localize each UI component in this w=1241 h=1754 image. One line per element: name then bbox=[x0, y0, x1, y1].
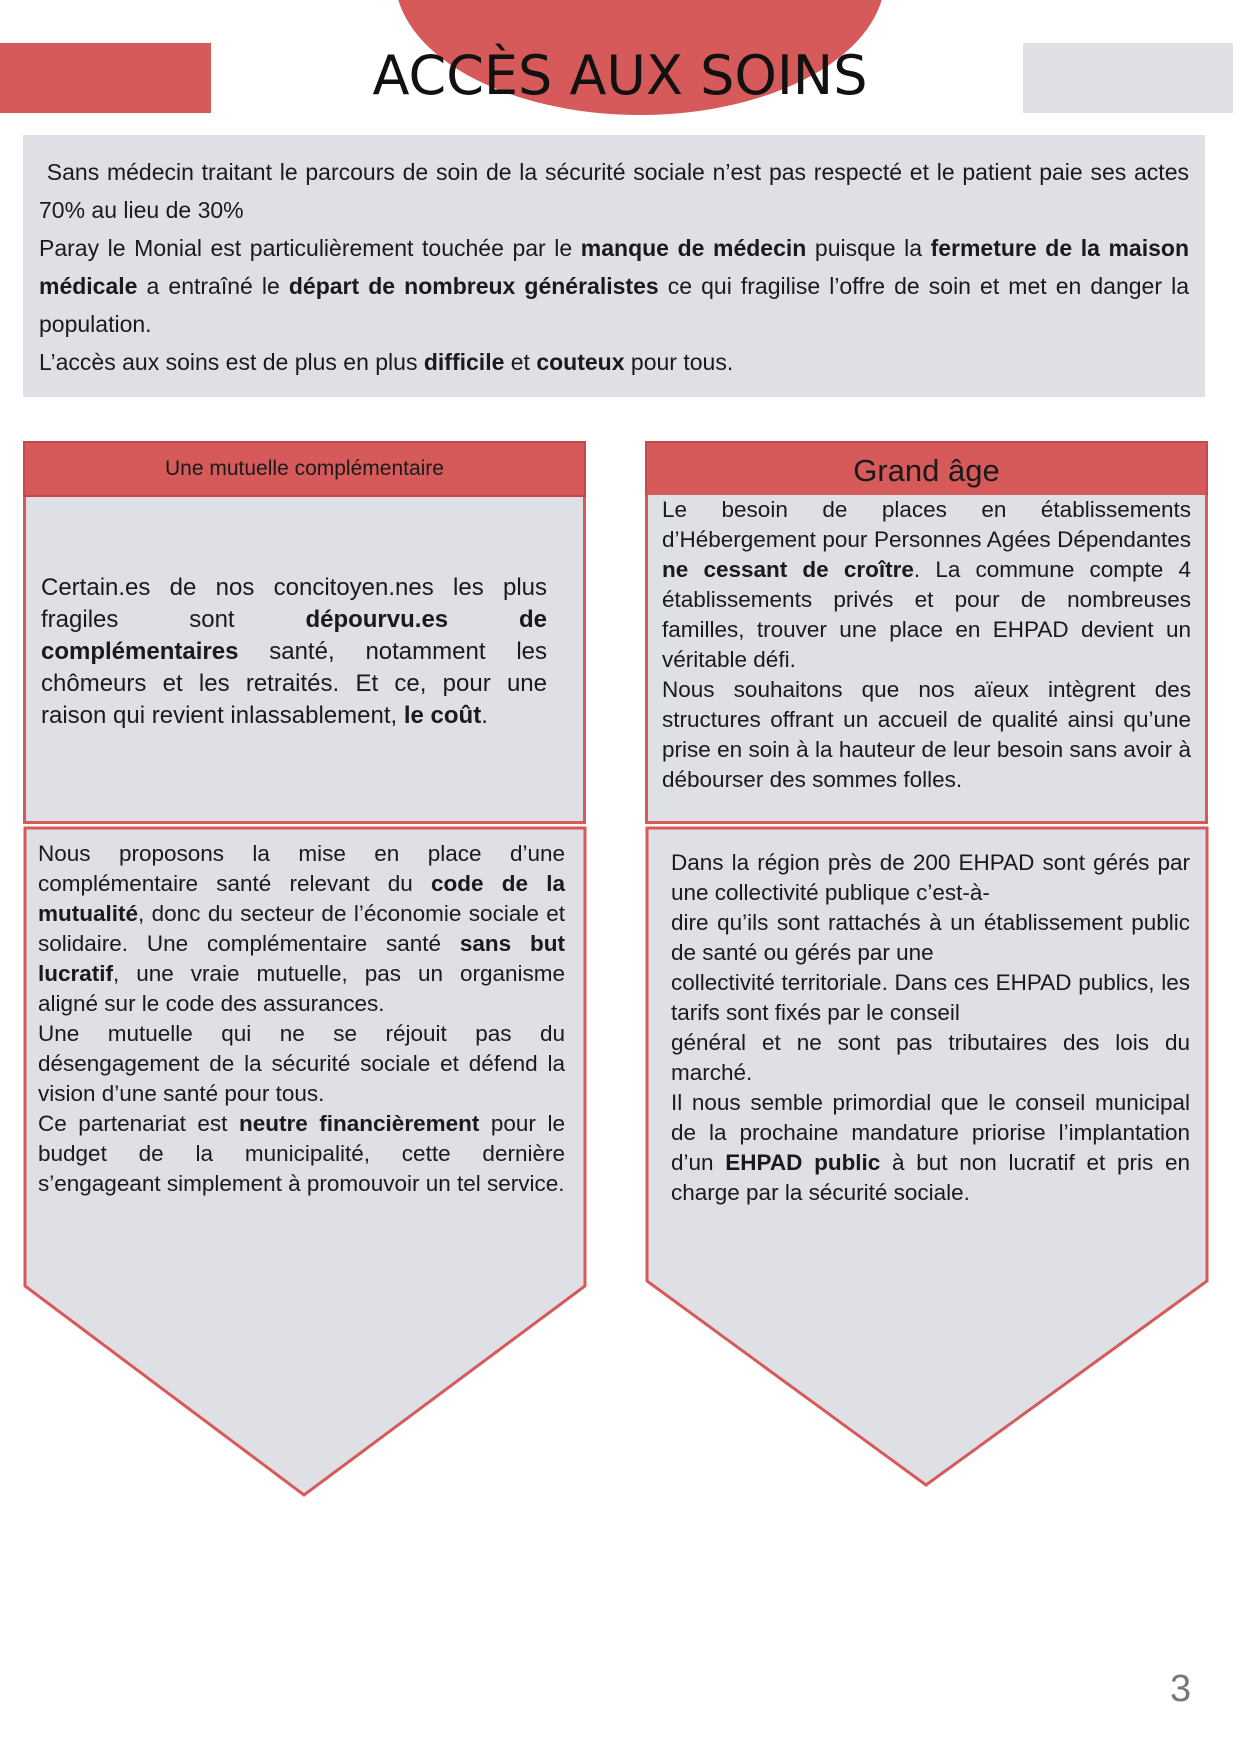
mutuelle-proposal-paragraph-2: Une mutuelle qui ne se réjouit pas du désengagement de la sécurité sociale et défend la vision d’une santé pour tous. bbox=[38, 1021, 565, 1106]
intro-paragraph-2: Paray le Monial est particulièrement touchée par le manque de médecin puisque la fermeture de la maison médicale a entraîné le départ de nombreux généralistes ce qui fragilise l’offre de soin et met en danger la population. bbox=[39, 235, 1189, 337]
grand-age-proposal-text bbox=[671, 848, 1190, 1208]
grand-age-proposal-paragraph-2: Il nous semble primordial que le conseil municipal de la prochaine mandature priorise l’implantation d’un EHPAD public à but non lucratif et pris en charge par la sécurité sociale. bbox=[671, 1090, 1191, 1205]
grand-age-proposal-line-2: dire qu’ils sont rattachés à un établissement public de santé ou gérés par une bbox=[671, 910, 1190, 965]
decorative-bar-right bbox=[1023, 43, 1233, 113]
mutuelle-proposal-paragraph-1: Nous proposons la mise en place d’une complémentaire santé relevant du code de la mutualité, donc du secteur de l’économie sociale et solidaire. Une complémentaire santé sans but lucratif, une vraie mutuelle, pas un organisme aligné sur le code des assurances. bbox=[38, 841, 565, 1016]
grand-age-proposal-line-3: collectivité territoriale. Dans ces EHPAD publics, les tarifs sont fixés par le conseil bbox=[671, 970, 1190, 1025]
mutuelle-proposal-paragraph-3: Ce partenariat est neutre financièrement pour le budget de la municipalité, cette dernière s’engageant simplement à promouvoir un tel service. bbox=[38, 1111, 565, 1196]
intro-box bbox=[23, 135, 1205, 397]
grand-age-proposal-line-4: général et ne sont pas tributaires des lois du marché. bbox=[671, 1030, 1190, 1085]
mutuelle-heading: Une mutuelle complémentaire bbox=[23, 441, 586, 497]
grand-age-context-box bbox=[645, 495, 1208, 824]
mutuelle-context-box bbox=[23, 497, 586, 824]
mutuelle-proposal-text bbox=[38, 839, 565, 1199]
page-number: 3 bbox=[1170, 1668, 1192, 1710]
intro-paragraph-3: L’accès aux soins est de plus en plus difficile et couteux pour tous. bbox=[39, 349, 734, 375]
grand-age-proposal-line-1: Dans la région près de 200 EHPAD sont gérés par une collectivité publique c’est-à- bbox=[671, 850, 1190, 905]
page-title: ACCÈS AUX SOINS bbox=[372, 44, 868, 107]
decorative-bar-left bbox=[0, 43, 211, 113]
grand-age-context-paragraph-1: Le besoin de places en établissements d’Hébergement pour Personnes Agées Dépendantes ne cessant de croître. La commune compte 4 établissements privés et pour de nombreuses familles, trouver une place en EHPAD devient un véritable défi. bbox=[662, 497, 1191, 672]
grand-age-context-paragraph-2: Nous souhaitons que nos aïeux intègrent des structures offrant un accueil de qualité ainsi qu’une prise en soin à la hauteur de leur besoin sans avoir à débourser des sommes folles. bbox=[662, 677, 1191, 792]
mutuelle-context-text: Certain.es de nos concitoyen.nes les plus fragiles sont dépourvu.es de complémentaires santé, notamment les chômeurs et les retraités. Et ce, pour une raison qui revient inlassablement, le coût. bbox=[41, 574, 547, 729]
grand-age-heading: Grand âge bbox=[645, 441, 1208, 497]
intro-paragraph-1: Sans médecin traitant le parcours de soin de la sécurité sociale n’est pas respecté et le patient paie ses actes 70% au lieu de 30% bbox=[39, 159, 1189, 223]
